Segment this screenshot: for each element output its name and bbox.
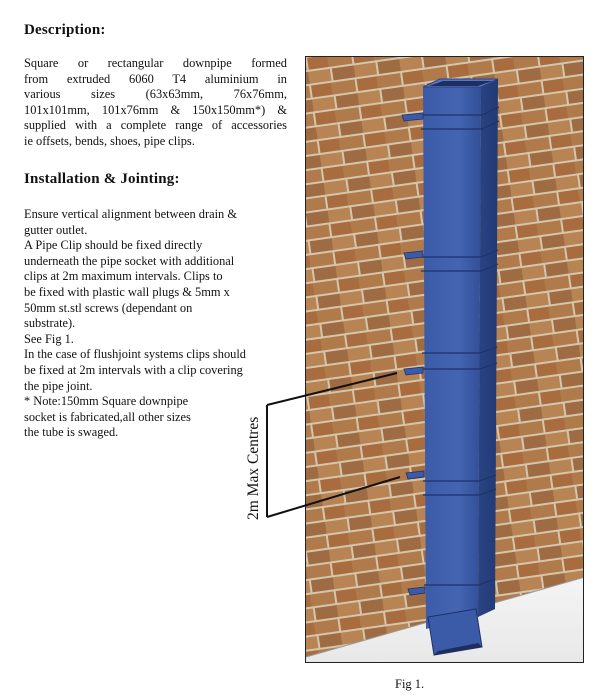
description-line: supplied with a complete range of accessories — [24, 118, 287, 133]
installation-line: the pipe joint. — [24, 378, 93, 393]
installation-line: gutter outlet. — [24, 222, 88, 237]
dimension-bottom-line — [267, 477, 400, 517]
installation-line: In the case of flushjoint systems clips should — [24, 347, 246, 362]
description-line: ie offsets, bends, shoes, pipe clips. — [24, 133, 195, 148]
description-line: various sizes (63x63mm, 76x76mm, — [24, 87, 287, 102]
description-line: Square or rectangular downpipe formed — [24, 56, 287, 70]
installation-line: 50mm st.stl screws (dependant on — [24, 300, 193, 315]
installation-line: the tube is swaged. — [24, 425, 119, 440]
dimension-label: 2m Max Centres — [245, 416, 262, 520]
installation-line: Ensure vertical alignment between drain & — [24, 207, 237, 221]
installation-line: * Note:150mm Square downpipe — [24, 394, 189, 409]
installation-line: See Fig 1. — [24, 331, 74, 346]
installation-line: socket is fabricated,all other sizes — [24, 409, 191, 424]
description-line: from extruded 6060 T4 aluminium in — [24, 71, 287, 86]
installation-line: underneath the pipe socket with additional — [24, 253, 235, 268]
installation-line: be fixed at 2m intervals with a clip covering — [24, 362, 243, 377]
description-line: 101x101mm, 101x76mm & 150x150mm*) & — [24, 102, 287, 117]
dimension-top-line — [267, 373, 397, 405]
dimension-lines — [240, 360, 400, 540]
description-text — [24, 56, 287, 150]
description-heading: Description: — [24, 22, 106, 38]
installation-line: A Pipe Clip should be fixed directly — [24, 238, 203, 253]
downpipe-front — [423, 87, 481, 629]
figure-caption: Fig 1. — [395, 677, 425, 691]
installation-heading: Installation & Jointing: — [24, 171, 180, 187]
installation-line: clips at 2m maximum intervals. Clips to — [24, 269, 223, 284]
installation-line: be fixed with plastic wall plugs & 5mm x — [24, 284, 230, 299]
installation-line: substrate). — [24, 316, 76, 331]
